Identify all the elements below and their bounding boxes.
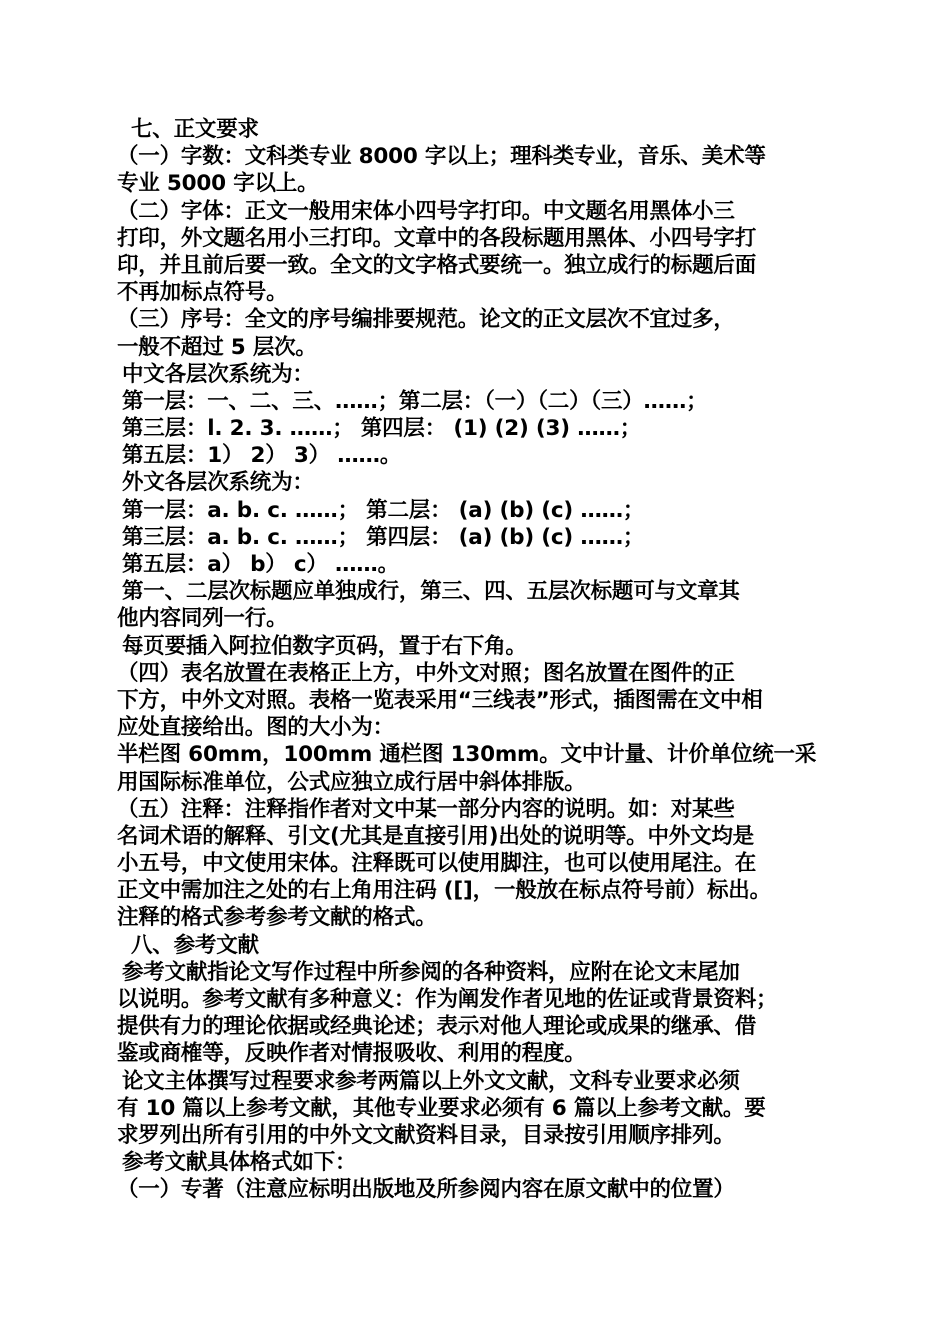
paragraph-line: 中文各层次系统为： — [122, 361, 314, 387]
paragraph-line: 正文中需加注之处的右上角用注码 ([]，一般放在标点符号前）标出。 — [117, 878, 771, 904]
paragraph-line: 以说明。参考文献有多种意义：作为阐发作者见地的佐证或背景资料； — [117, 987, 778, 1012]
paragraph-line: 应处直接给出。图的大小为： — [117, 715, 394, 741]
paragraph-line: 小五号，中文使用宋体。注释既可以使用脚注，也可以使用尾注。在 — [117, 851, 757, 877]
paragraph-line: （一）字数：文科类专业 8000 字以上；理科类专业，音乐、美术等 — [117, 144, 766, 170]
document-body — [117, 116, 847, 1204]
paragraph-line: 不再加标点符号。 — [117, 280, 288, 306]
paragraph-line: 注释的格式参考参考文献的格式。 — [117, 905, 437, 931]
paragraph-line: 外文各层次系统为： — [122, 470, 314, 496]
paragraph-line: 每页要插入阿拉伯数字页码，置于右下角。 — [122, 633, 527, 659]
paragraph-line: （二）字体：正文一般用宋体小四号字打印。中文题名用黑体小三 — [117, 198, 735, 224]
paragraph-line: （一）专著（注意应标明出版地及所参阅内容在原文献中的位置） — [117, 1177, 735, 1203]
section-heading-7: 七、正文要求 — [131, 117, 259, 142]
paragraph-line: 第一层：a. b. c. ……； 第二层： (a) (b) (c) ……； — [122, 497, 645, 523]
section-heading-8: 八、参考文献 — [131, 932, 259, 958]
paragraph-line: 参考文献指论文写作过程中所参阅的各种资料，应附在论文末尾加 — [122, 959, 740, 985]
paragraph-line: 第一层：一、二、三、……；第二层：（一）（二）（三）……； — [122, 388, 708, 414]
paragraph-line: 半栏图 60mm，100mm 通栏图 130mm。文中计量、计价单位统一采 — [117, 742, 817, 768]
paragraph-line: 印，并且前后要一致。全文的文字格式要统一。独立成行的标题后面 — [117, 252, 757, 278]
paragraph-line: 提供有力的理论依据或经典论述；表示对他人理论或成果的继承、借 — [117, 1014, 757, 1040]
paragraph-line: 一般不超过 5 层次。 — [117, 334, 317, 360]
paragraph-line: 他内容同列一行。 — [117, 606, 288, 632]
paragraph-line: 有 10 篇以上参考文献，其他专业要求必须有 6 篇以上参考文献。要 — [117, 1095, 766, 1121]
paragraph-line: 下方，中外文对照。表格一览表采用“三线表”形式，插图需在文中相 — [117, 687, 763, 713]
paragraph-line: 第三层：a. b. c. ……； 第四层： (a) (b) (c) ……； — [122, 524, 645, 550]
paragraph-line: 第一、二层次标题应单独成行，第三、四、五层次标题可与文章其 — [122, 579, 740, 605]
paragraph-line: 第三层：l. 2. 3. ……； 第四层： (1) (2) (3) ……； — [122, 416, 642, 442]
paragraph-line: （五）注释：注释指作者对文中某一部分内容的说明。如：对某些 — [117, 796, 735, 822]
paragraph-line: 专业 5000 字以上。 — [117, 171, 319, 197]
paragraph-line: 论文主体撰写过程要求参考两篇以上外文文献，文科专业要求必须 — [122, 1068, 740, 1094]
paragraph-line: 求罗列出所有引用的中外文文献资料目录，目录按引用顺序排列。 — [117, 1122, 735, 1148]
paragraph-line: 名词术语的解释、引文(尤其是直接引用)出处的说明等。中外文均是 — [117, 823, 754, 849]
paragraph-line: 参考文献具体格式如下： — [122, 1150, 357, 1176]
paragraph-line: 第五层：a） b） c） ……。 — [122, 552, 399, 577]
paragraph-line: （四）表名放置在表格正上方，中外文对照；图名放置在图件的正 — [117, 660, 735, 686]
paragraph-line: 用国际标准单位，公式应独立成行居中斜体排版。 — [117, 769, 586, 795]
paragraph-line: 第五层：1） 2） 3） ……。 — [122, 443, 402, 469]
paragraph-line: 鉴或商榷等，反映作者对情报吸收、利用的程度。 — [117, 1041, 586, 1067]
paragraph-line: 打印，外文题名用小三打印。文章中的各段标题用黑体、小四号字打 — [117, 225, 757, 251]
paragraph-line: （三）序号：全文的序号编排要规范。论文的正文层次不宜过多， — [117, 307, 735, 333]
